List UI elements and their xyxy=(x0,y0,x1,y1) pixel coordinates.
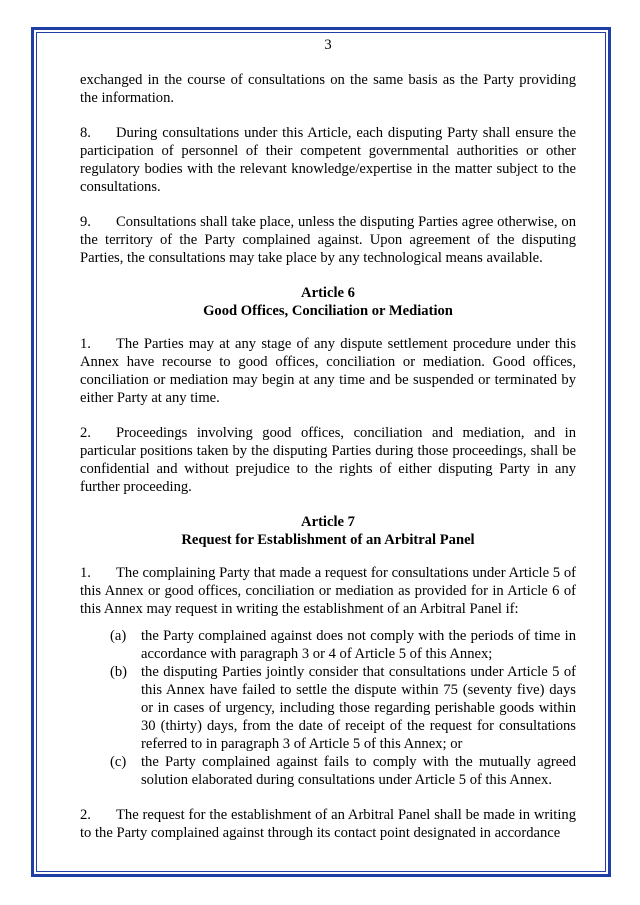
article-title: Article 6 xyxy=(301,285,355,301)
article-6-paragraph-2 xyxy=(80,424,576,496)
paragraph-number: 1. xyxy=(80,336,91,352)
list-item xyxy=(80,627,576,663)
paragraph-text: exchanged in the course of consultations on the same basis as the Party providing the information. xyxy=(80,72,576,106)
list-item-label: (c) xyxy=(110,754,127,770)
article-7-paragraph-2 xyxy=(80,806,576,842)
paragraph-text: The complaining Party that made a request for consultations under Article 5 of this Annex or good offices, conciliation or mediation as provided for in Article 6 of this Annex may request in writing the establishment of an Arbitral Panel if: xyxy=(80,565,576,617)
paragraph-number: 9. xyxy=(80,214,91,230)
paragraph-8 xyxy=(80,124,576,196)
list-item-text: the Party complained against fails to comply with the mutually agreed solution elaborated during consultations under Article 5 of this Annex. xyxy=(141,754,576,788)
list-item-text: the Party complained against does not comply with the periods of time in accordance with paragraph 3 or 4 of Article 5 of this Annex; xyxy=(141,628,576,662)
document-body xyxy=(80,36,576,842)
list-item-label: (b) xyxy=(110,664,128,680)
paragraph-number: 2. xyxy=(80,425,91,441)
paragraph-number: 8. xyxy=(80,125,91,141)
article-6-paragraph-1 xyxy=(80,335,576,407)
paragraph-text: Proceedings involving good offices, conciliation and mediation, and in particular positions taken by the disputing Parties during those proceedings, shall be confidential and without prejudice to the rights of either disputing Party in any further proceeding. xyxy=(80,425,576,495)
article-7-heading xyxy=(80,513,576,549)
list-item xyxy=(80,753,576,789)
paragraph-text: The Parties may at any stage of any dispute settlement procedure under this Annex have recourse to good offices, conciliation or mediation. Good offices, conciliation or mediation may begin at any time and be suspended or terminated by either Party at any time. xyxy=(80,336,576,406)
list-item-label: (a) xyxy=(110,628,127,644)
article-7-paragraph-1 xyxy=(80,564,576,618)
paragraph-text: During consultations under this Article, each disputing Party shall ensure the participation of personnel of their competent governmental authorities or other regulatory bodies with the relevant knowledge/expertise in the matter subject to the consultations. xyxy=(80,125,576,195)
list-item-text: the disputing Parties jointly consider that consultations under Article 5 of this Annex have failed to settle the dispute within 75 (seventy five) days or in cases of urgency, including those regarding perishable goods within 30 (thirty) days, from the date of receipt of the request for consultations referred to in paragraph 3 of Article 5 of this Annex; or xyxy=(141,664,576,752)
article-6-heading xyxy=(80,284,576,320)
article-title: Article 7 xyxy=(301,514,355,530)
paragraph-number: 2. xyxy=(80,807,91,823)
list-item xyxy=(80,663,576,753)
page-number: 3 xyxy=(324,37,332,53)
paragraph-number: 1. xyxy=(80,565,91,581)
paragraph-text: Consultations shall take place, unless the disputing Parties agree otherwise, on the territory of the Party complained against. Upon agreement of the disputing Parties, the consultations may take place by any technological means available. xyxy=(80,214,576,266)
paragraph-text: The request for the establishment of an Arbitral Panel shall be made in writing to the Party complained against through its contact point designated in accordance xyxy=(80,807,576,841)
article-subtitle: Good Offices, Conciliation or Mediation xyxy=(203,303,453,319)
paragraph-9 xyxy=(80,213,576,267)
article-subtitle: Request for Establishment of an Arbitral Panel xyxy=(181,532,475,548)
paragraph-continuation xyxy=(80,71,576,107)
condition-list xyxy=(80,627,576,789)
